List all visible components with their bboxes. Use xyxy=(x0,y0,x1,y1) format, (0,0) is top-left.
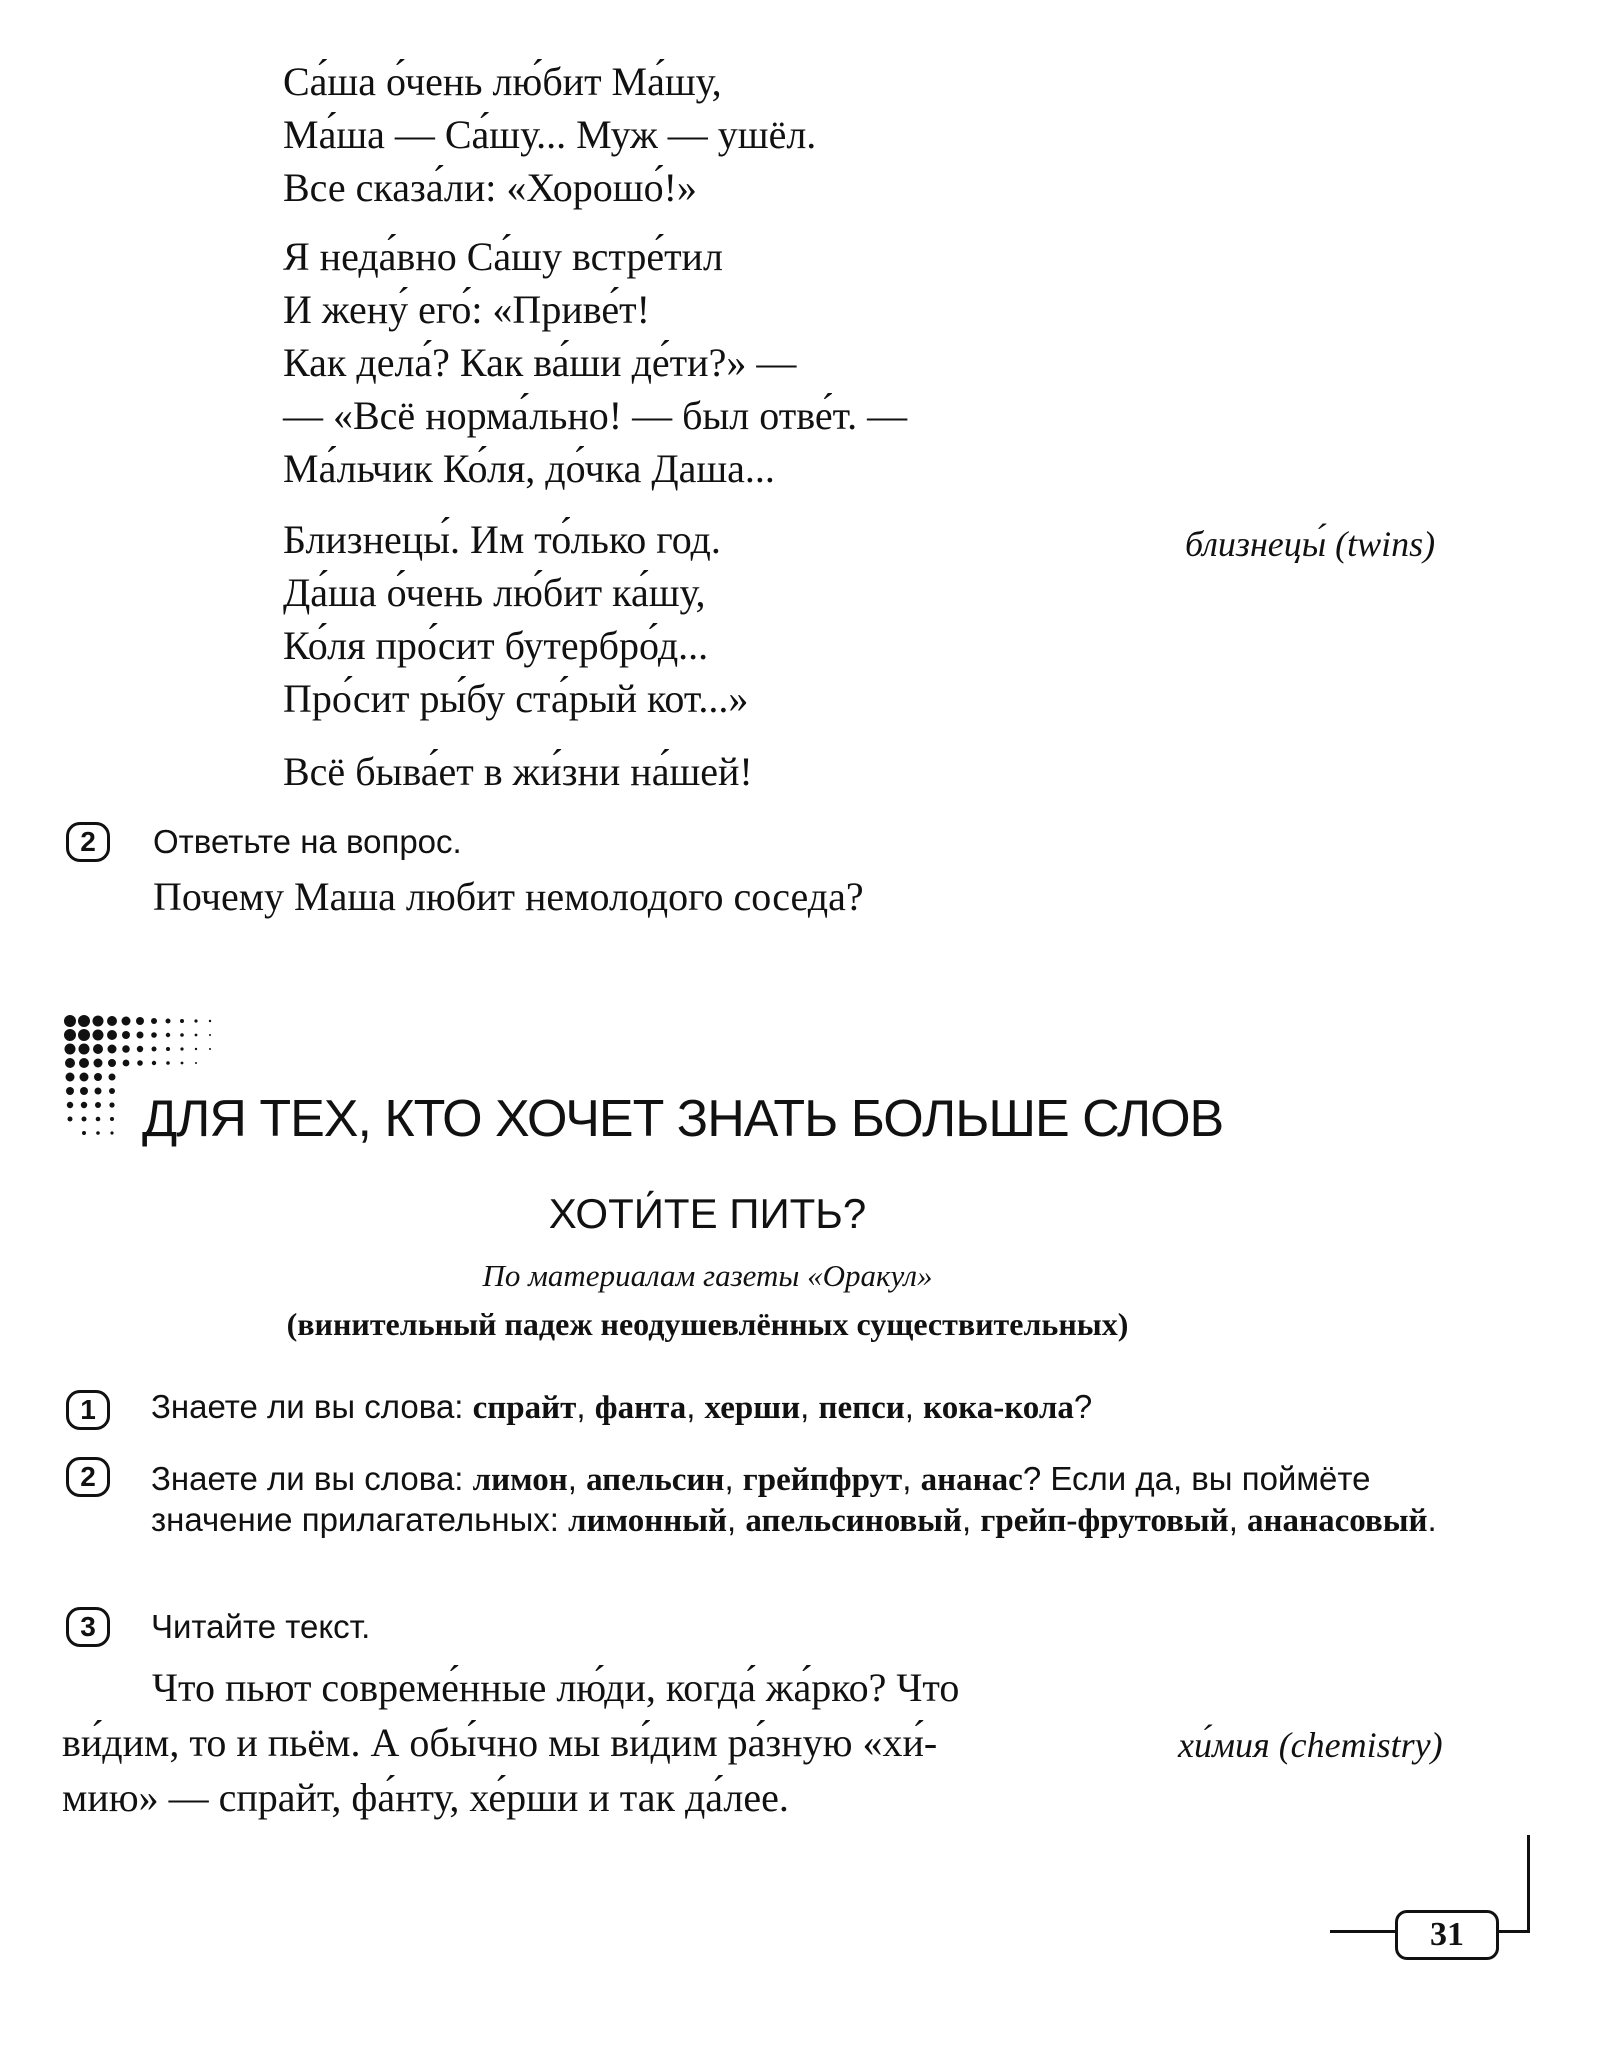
grammar-note: (винительный падеж неодушевлённых существительных) xyxy=(286,1306,1129,1342)
poem-last-line: Всё быва́ет в жи́зни на́шей! xyxy=(283,749,753,794)
task-number-badge: 2 xyxy=(66,822,110,862)
reading-line: ви́дим, то и пьём. А обы́чно мы ви́дим ра́зную «хи́- xyxy=(62,1720,938,1765)
poem-line: Ко́ля про́сит бутербро́д... xyxy=(283,623,709,668)
poem-line: Я неда́вно Са́шу встре́тил xyxy=(283,234,723,279)
task-number-badge: 3 xyxy=(66,1607,110,1647)
task-1-text: Знаете ли вы слова: спрайт, фанта, херши, пепси, кока-кола? xyxy=(151,1388,1093,1426)
reading-line: мию» — спрайт, фа́нту, хе́рши и так да́лее. xyxy=(62,1775,789,1820)
adjective: ананасовый xyxy=(1247,1503,1428,1539)
word: кока-кола xyxy=(923,1390,1074,1426)
page-number-rule-vertical xyxy=(1527,1835,1530,1933)
task-number-badge: 2 xyxy=(66,1457,110,1497)
poem-line: Про́сит ры́бу ста́рый кот...» xyxy=(283,676,749,721)
poem-line: Близнецы́. Им то́лько год. xyxy=(283,517,721,562)
reading-line: Что пьют совреме́нные лю́ди, когда́ жа́рко? Что xyxy=(152,1665,960,1710)
task-question: Почему Маша любит немолодого соседа? xyxy=(153,874,864,919)
task-end: ? xyxy=(1073,1388,1093,1425)
poem-line: — «Всё норма́льно! — был отве́т. — xyxy=(283,393,908,438)
task-instruction: Ответьте на вопрос. xyxy=(153,823,462,860)
poem-stanza-3 xyxy=(283,513,748,725)
word: ананас xyxy=(920,1462,1023,1498)
poem-stanza-2 xyxy=(283,230,907,495)
task-prefix: Знаете ли вы слова: xyxy=(151,1388,464,1425)
poem-line: Все сказа́ли: «Хорошо́!» xyxy=(283,165,697,210)
adjective: грейп-фрутовый xyxy=(980,1503,1229,1539)
article-title: ХОТИ́ТЕ ПИТЬ? xyxy=(548,1190,867,1237)
poem-line: И жену́ его́: «Приве́т! xyxy=(283,287,650,332)
poem-line: Как дела́? Как ва́ши де́ти?» — xyxy=(283,340,797,385)
word: херши xyxy=(704,1390,801,1426)
article-source: По материалам газеты «Оракул» xyxy=(482,1258,933,1293)
poem-gloss: близнецы́ (twins) xyxy=(1185,524,1436,564)
task-2-text: Знаете ли вы слова: лимон, апельсин, грейпфрут, ананас? Если да, вы поймёте значение прилагательных: лимонный, апельсиновый, грейп-фрутовый, ананасовый. xyxy=(151,1460,1437,1539)
poem-line: Ма́ша — Са́шу... Муж — ушёл. xyxy=(283,112,817,157)
word: лимон xyxy=(472,1462,568,1498)
word: пепси xyxy=(818,1390,905,1426)
poem-stanza-1 xyxy=(283,55,816,214)
adjective: лимонный xyxy=(568,1503,728,1539)
section-heading: ДЛЯ ТЕХ, КТО ХОЧЕТ ЗНАТЬ БОЛЬШЕ СЛОВ xyxy=(142,1090,1224,1148)
poem-line: Да́ша о́чень лю́бит ка́шу, xyxy=(283,570,706,615)
poem-line: Са́ша о́чень лю́бит Ма́шу, xyxy=(283,59,722,104)
adjective: апельсиновый xyxy=(745,1503,963,1539)
word: грейпфрут xyxy=(742,1462,903,1498)
page-number: 31 xyxy=(1395,1910,1499,1960)
word: апельсин xyxy=(586,1462,725,1498)
word: фанта xyxy=(594,1390,687,1426)
task-end: . xyxy=(1427,1501,1437,1538)
task-mid: ? Если да, вы поймёте значение прилагательных: xyxy=(151,1460,1371,1538)
task-number-badge: 1 xyxy=(66,1390,110,1430)
reading-gloss: хи́мия (chemistry) xyxy=(1178,1725,1443,1765)
reading-paragraph xyxy=(62,1660,1182,1825)
word: спрайт xyxy=(472,1390,577,1426)
poem-line: Ма́льчик Ко́ля, до́чка Даша... xyxy=(283,446,775,491)
task-prefix: Знаете ли вы слова: xyxy=(151,1460,464,1497)
task-3-text: Читайте текст. xyxy=(151,1608,371,1645)
